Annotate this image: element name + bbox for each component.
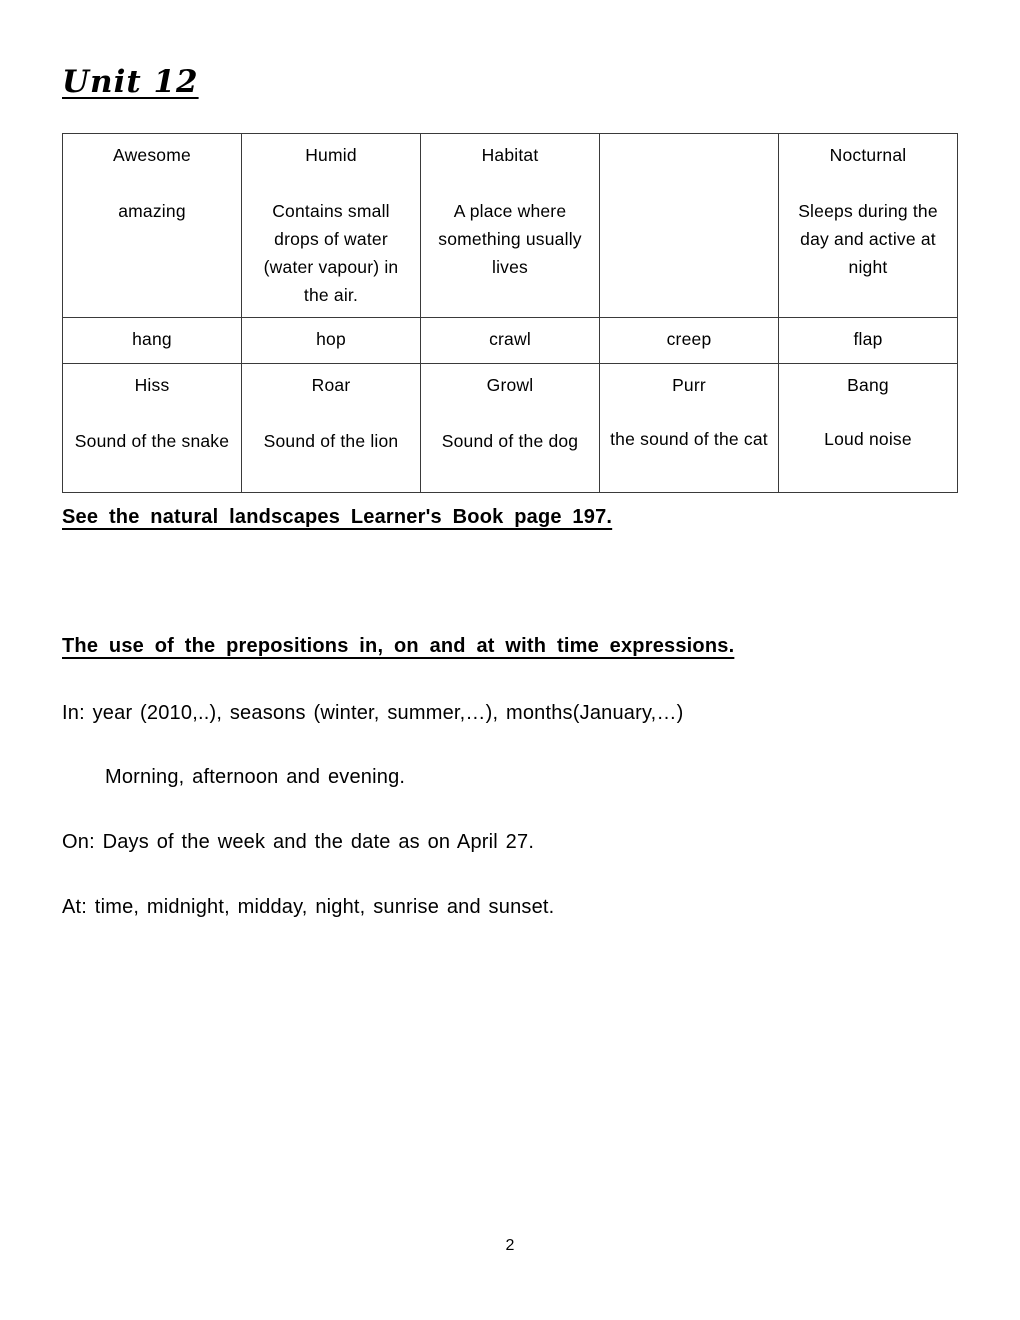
term: Bang <box>847 375 889 395</box>
term: Awesome <box>113 145 191 165</box>
definition: Contains small drops of water (water vapour) in the air. <box>263 201 399 305</box>
definition: A place where something usually lives <box>438 201 582 277</box>
cell-bang <box>779 364 958 493</box>
table-row-definitions-1 <box>63 134 958 318</box>
line-on: On: Days of the week and the date as on April 27. <box>62 831 535 853</box>
prepositions-heading: The use of the prepositions in, on and at with time expressions. <box>62 635 735 657</box>
page-number: 2 <box>505 1237 515 1254</box>
definition: amazing <box>118 201 186 221</box>
line-in: In: year (2010,..), seasons (winter, summer,…), months(January,…) <box>62 702 684 724</box>
line-morning: Morning, afternoon and evening. <box>105 766 406 788</box>
page-title: Unit 12 <box>62 64 199 100</box>
cell-habitat <box>421 134 600 318</box>
word-hang: hang <box>63 318 242 364</box>
definition: Sound of the dog <box>441 431 579 451</box>
definition: Sleeps during the day and active at night <box>798 201 938 277</box>
cell-growl <box>421 364 600 493</box>
cell-awesome <box>63 134 242 318</box>
cell-roar <box>242 364 421 493</box>
cell-empty <box>600 134 779 318</box>
word-creep: creep <box>600 318 779 364</box>
cell-nocturnal <box>779 134 958 318</box>
definition: Sound of the lion <box>263 431 399 451</box>
table-row-verbs <box>63 318 958 364</box>
line-at: At: time, midnight, midday, night, sunrise and sunset. <box>62 896 555 918</box>
cell-humid <box>242 134 421 318</box>
word-flap: flap <box>779 318 958 364</box>
cell-purr <box>600 364 779 493</box>
table-row-sounds <box>63 364 958 493</box>
term: Humid <box>305 145 357 165</box>
cell-hiss <box>63 364 242 493</box>
term: Growl <box>486 375 534 395</box>
term: Nocturnal <box>829 145 907 165</box>
term: Roar <box>311 375 351 395</box>
word-hop: hop <box>242 318 421 364</box>
term: Habitat <box>481 145 539 165</box>
see-note: See the natural landscapes Learner's Book page 197. <box>62 506 613 528</box>
definition: the sound of the cat <box>610 429 768 449</box>
definition: Loud noise <box>824 429 912 449</box>
term: Hiss <box>134 375 170 395</box>
vocab-table <box>62 133 958 493</box>
definition: Sound of the snake <box>74 431 230 451</box>
term: Purr <box>672 375 706 395</box>
word-crawl: crawl <box>421 318 600 364</box>
